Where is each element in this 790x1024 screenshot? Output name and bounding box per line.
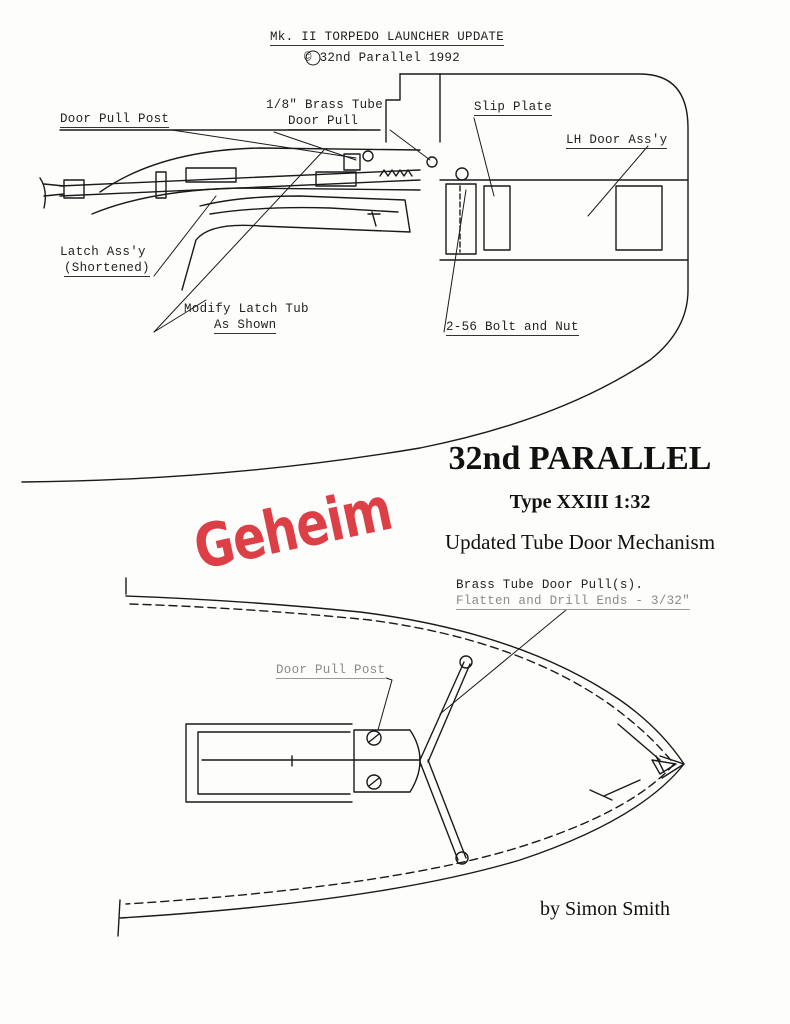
label-brass-tube-1: 1/8" Brass Tube [266,98,384,112]
label-bottom-door-pull-post: Door Pull Post [276,663,386,677]
label-latch-1: Latch Ass'y [60,245,146,259]
label-flatten-drill: Flatten and Drill Ends - 3/32" [456,594,691,608]
label-door-pull-post: Door Pull Post [60,112,170,126]
document-subtitle: Updated Tube Door Mechanism [444,530,716,554]
label-lh-door: LH Door Ass'y [566,133,668,147]
label-modify-1: Modify Latch Tub [184,302,309,316]
header-title: Mk. II TORPEDO LAUNCHER UPDATE [270,30,505,44]
model-subtitle: Type XXIII 1:32 [509,491,651,513]
label-brass-pulls: Brass Tube Door Pull(s). [456,578,644,592]
label-modify-2: As Shown [214,318,277,332]
stamp-text: Geheim [188,474,398,584]
bottom-hull-outline [118,578,684,936]
top-door-assembly [446,184,662,254]
brand-title: 32nd PARALLEL [448,440,712,477]
label-brass-tube-2: Door Pull [288,114,359,128]
bottom-door-mechanism [186,656,676,864]
header-copyright: © 32nd Parallel 1992 [304,51,461,65]
label-latch-2: (Shortened) [64,261,150,275]
label-bolt: 2-56 Bolt and Nut [446,320,579,334]
author-credit: by Simon Smith [539,898,671,920]
bottom-leader-lines [378,610,566,730]
label-slip-plate: Slip Plate [474,100,553,114]
